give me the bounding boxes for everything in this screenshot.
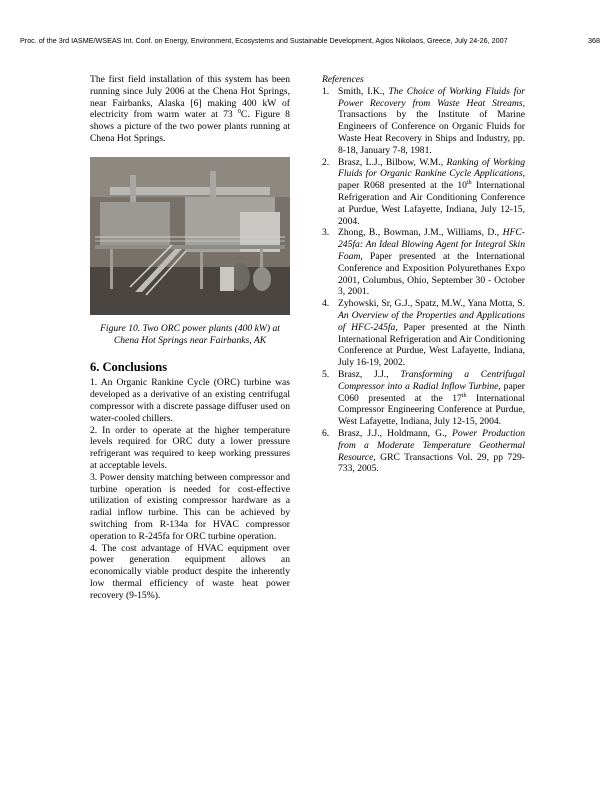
references-list — [322, 86, 525, 475]
reference-item: 6. Brasz, J.J., Holdmann, G., Power Production from a Moderate Temperature Geothermal Resource, GRC Transactions Vol. 29, pp 729-733, 2005. — [322, 427, 525, 475]
left-column — [90, 74, 290, 602]
references-heading: References — [322, 74, 364, 85]
reference-item: 3. Zhong, B., Bowman, J.M., Williams, D., HFC-245fa: An Ideal Blowing Agent for Integral Skin Foam, Paper presented at the International Conference and Exposition Polyurethanes Expo 2001, Columbus, Ohio, September 30 - October 3, 2001. — [322, 227, 525, 298]
right-column — [322, 74, 525, 475]
photo-illustration — [90, 157, 290, 315]
running-header — [20, 36, 600, 45]
header-text: Proc. of the 3rd IASME/WSEAS Int. Conf. on Energy, Environment, Ecosystems and Sustainable Development, Agios Nikolaos, Greece, July 24-26, 2007 — [20, 36, 508, 45]
reference-item: 5. Brasz, J.J., Transforming a Centrifugal Compressor into a Radial Inflow Turbine, paper C060 presented at the 17th International Compressor Engineering Conference at Purdue, West Lafayette, Indiana, July 12-15, 2004. — [322, 368, 525, 428]
conclusions-heading: 6. Conclusions — [90, 360, 168, 375]
figure-caption: Figure 10. Two ORC power plants (400 kW) at Chena Hot Springs near Fairbanks, AK — [100, 322, 280, 346]
intro-paragraph: The first field installation of this system has been running since July 2006 at the Chena Hot Springs, near Fairbanks, Alaska [6] making 400 kW of electricity from warm water at 73 $^0$C. Figure 8 shows a picture of the two power plants running at Chena Hot Springs. — [90, 74, 290, 144]
power-plant-photo — [90, 157, 290, 315]
reference-item: 1. Smith, I.K., The Choice of Working Fluids for Power Recovery from Waste Heat Streams, Transactions by the Institute of Marine Engineers of Conference on Organic Fluids for Waste Heat Recovery in Ships and Industry, pp. 8-18, January 7-8, 1981. — [322, 85, 525, 156]
conclusions-list — [90, 377, 290, 601]
reference-item: 4. Zyhowski, Sr, G.J., Spatz, M.W., Yana Motta, S. An Overview of the Properties and Applications of HFC-245fa, Paper presented at the Ninth International Refrigeration and Air Conditioning Conference at Purdue, West Lafayette, Indiana, July 16-19, 2002. — [322, 298, 525, 369]
page-number: 368 — [588, 36, 600, 45]
conclusion-item: 2. In order to operate at the higher temperature levels required for ORC duty a lower pressure refrigerant was required to keep working pressures at acceptable levels. — [90, 424, 290, 471]
conclusion-item: 3. Power density matching between compressor and turbine operation is needed for cost-effective utilization of existing compressor hardware as a radial inflow turbine. This can be achieved by switching from R-134a for HVAC compressor operation to R-245fa for ORC turbine operation. — [90, 471, 290, 542]
conclusion-item: 4. The cost advantage of HVAC equipment over power generation equipment allows an economically viable product despite the inherently low thermal efficiency of waste heat power recovery (9-15%). — [90, 542, 290, 601]
conclusion-item: 1. An Organic Rankine Cycle (ORC) turbine was developed as a derivative of an existing centrifugal compressor with a discrete passage diffuser used on water-cooled chillers. — [90, 377, 290, 424]
reference-item: 2. Brasz, L.J., Bilbow, W.M., Ranking of Working Fluids for Organic Rankine Cycle Applications, paper R068 presented at the 10th International Refrigeration and Air Conditioning Conference at Purdue, West Lafayette, Indiana, July 12-15, 2004. — [322, 156, 525, 227]
